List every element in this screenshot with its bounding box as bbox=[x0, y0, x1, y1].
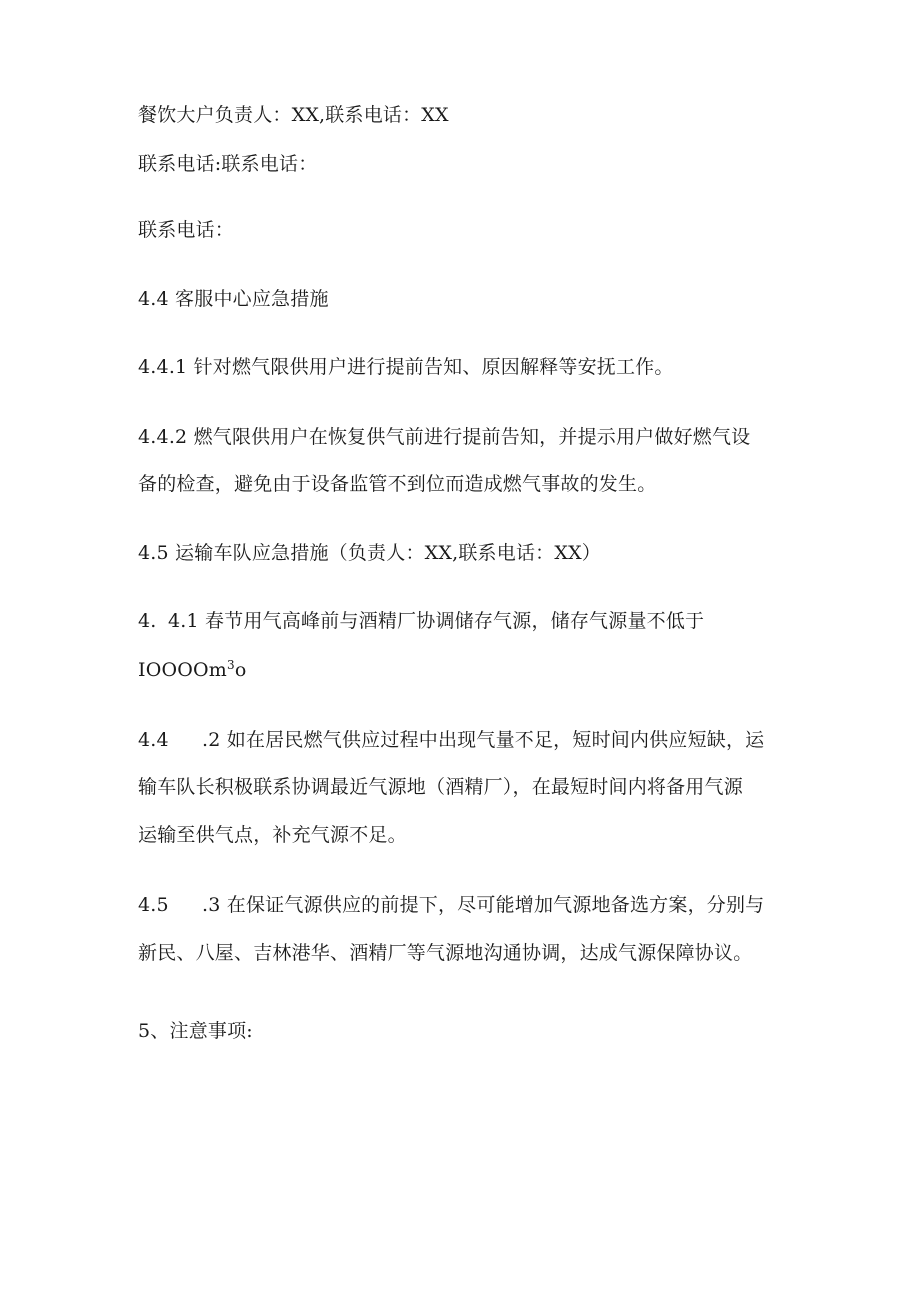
storage-volume-value: IOOOOm bbox=[138, 659, 228, 681]
paragraph-item-c-line-1 bbox=[138, 893, 764, 917]
paragraph-item-b-line-3: 运输至供气点，补充气源不足。 bbox=[138, 824, 407, 846]
contact-line-phone: 联系电话： bbox=[138, 219, 235, 241]
item-b-number: 4.4 bbox=[138, 729, 169, 751]
paragraph-item-a-line-1 bbox=[138, 609, 704, 633]
storage-volume-tail: o bbox=[234, 659, 247, 681]
paragraph-4-4-1: 4.4.1 针对燃气限供用户进行提前告知、原因解释等安抚工作。 bbox=[138, 356, 674, 378]
paragraph-item-c-line-2: 新民、八屋、吉林港华、酒精厂等气源地沟通协调，达成气源保障协议。 bbox=[138, 942, 753, 964]
item-a-text: 4.1 春节用气高峰前与酒精厂协调储存气源，储存气源量不低于 bbox=[168, 610, 705, 632]
cubic-superscript: 3 bbox=[227, 658, 235, 672]
contact-line-phones: 联系电话:联系电话： bbox=[138, 153, 318, 175]
section-4-5-heading: 4.5 运输车队应急措施（负责人：XX,联系电话：XX） bbox=[138, 542, 602, 564]
item-b-text: .2 如在居民燃气供应过程中出现气量不足，短时间内供应短缺，运 bbox=[202, 729, 765, 751]
contact-line-restaurant: 餐饮大户负责人：XX,联系电话：XX bbox=[138, 104, 449, 126]
item-a-number: 4. bbox=[138, 610, 157, 632]
item-c-text: .3 在保证气源供应的前提下，尽可能增加气源地备选方案，分别与 bbox=[202, 894, 765, 916]
paragraph-item-b-line-1 bbox=[138, 728, 764, 752]
item-c-number: 4.5 bbox=[138, 894, 169, 916]
section-5-heading: 5、注意事项: bbox=[138, 1020, 253, 1042]
section-4-4-heading: 4.4 客服中心应急措施 bbox=[138, 288, 329, 310]
paragraph-4-4-2-line-1: 4.4.2 燃气限供用户在恢复供气前进行提前告知，并提示用户做好燃气设 bbox=[138, 426, 751, 448]
paragraph-4-4-2-line-2: 备的检查，避免由于设备监管不到位而造成燃气事故的发生。 bbox=[138, 473, 657, 495]
paragraph-item-a-line-2 bbox=[138, 658, 247, 682]
paragraph-item-b-line-2: 输车队长积极联系协调最近气源地（酒精厂），在最短时间内将备用气源 bbox=[138, 776, 743, 798]
